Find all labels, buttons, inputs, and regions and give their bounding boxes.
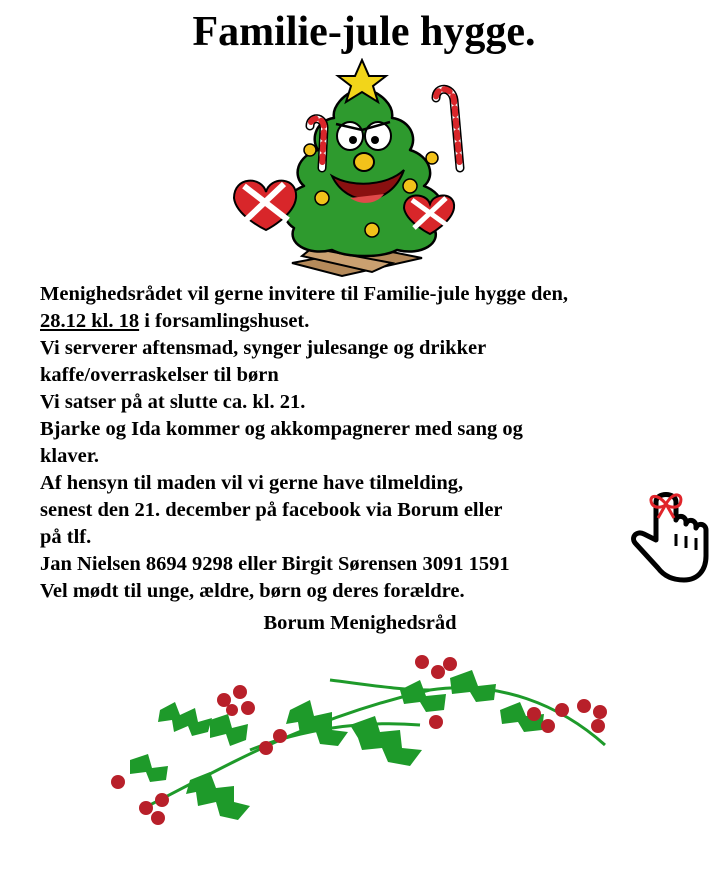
invitation-line: Vi satser på at slutte ca. kl. 21. <box>40 391 306 413</box>
invitation-line <box>40 308 680 335</box>
invitation-line: Vi serverer aftensmad, synger julesange og drikker <box>40 337 487 359</box>
invitation-line: Vel mødt til unge, ældre, børn og deres forældre. <box>40 580 465 602</box>
invitation-line: Af hensyn til maden vil vi gerne have tilmelding, <box>40 472 464 494</box>
invitation-line: senest den 21. december på facebook via Borum eller <box>40 499 503 521</box>
christmas-tree-illustration <box>222 58 502 280</box>
invitation-line: Bjarke og Ida kommer og akkompagnerer med sang og <box>40 418 523 440</box>
signature: Borum Menighedsråd <box>263 612 457 634</box>
holly-leaves <box>130 670 544 820</box>
contact-line: Jan Nielsen 8694 9298 eller Birgit Sørensen 3091 1591 <box>40 553 510 575</box>
holly-branch-illustration <box>100 650 630 850</box>
event-date-time: 28.12 kl. 18 <box>40 310 140 332</box>
invitation-line: på tlf. <box>40 526 92 548</box>
invitation-line: Menighedsrådet vil gerne invitere til Familie-jule hygge den, <box>40 283 568 305</box>
invitation-line: klaver. <box>40 445 100 467</box>
invitation-text <box>40 281 680 605</box>
event-location: i forsamlingshuset. <box>139 310 310 332</box>
page-title: Familie-jule hygge. <box>192 9 536 55</box>
reminder-finger-icon <box>626 482 712 586</box>
invitation-line: kaffe/overraskelser til børn <box>40 364 279 386</box>
